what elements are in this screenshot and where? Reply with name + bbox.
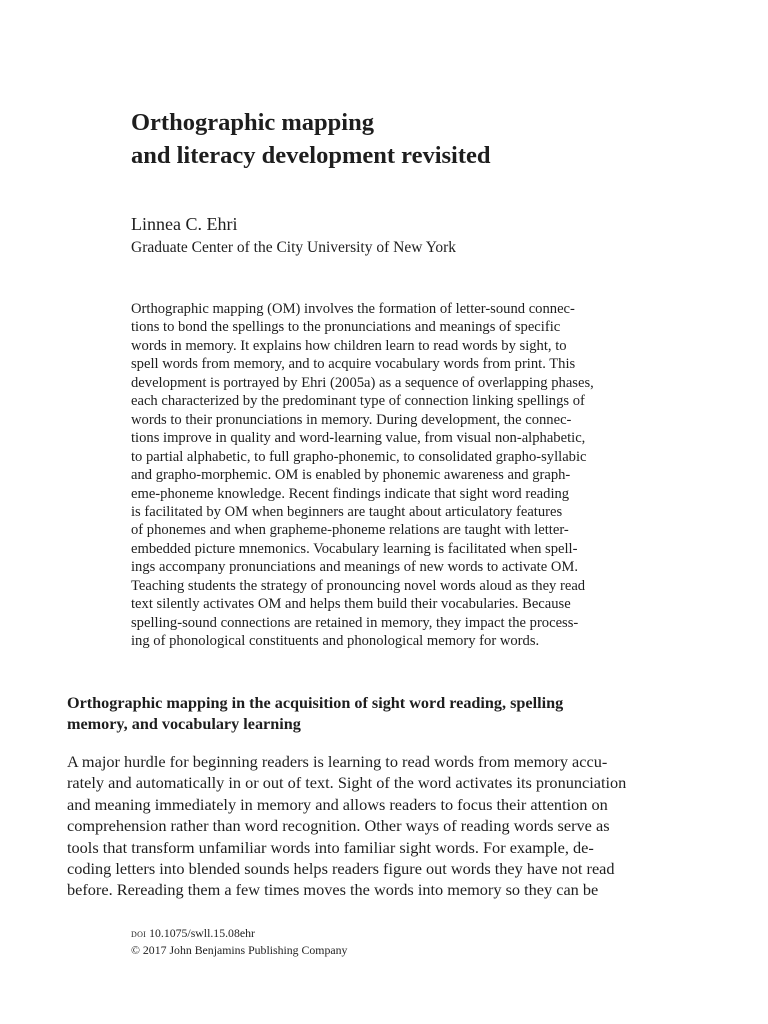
section-body — [67, 751, 703, 901]
title-line-2: and literacy development revisited — [131, 142, 491, 169]
abstract-line: spell words from memory, and to acquire vocabulary words from print. This — [131, 356, 576, 373]
body-line: A major hurdle for beginning readers is learning to read words from memory accu- — [67, 752, 608, 771]
body-line: comprehension rather than word recognition. Other ways of reading words serve as — [67, 816, 610, 836]
abstract-line: to partial alphabetic, to full grapho-phonemic, to consolidated grapho-syllabic — [131, 448, 587, 465]
abstract-line: eme-phoneme knowledge. Recent findings indicate that sight word reading — [131, 485, 570, 502]
abstract-line: spelling-sound connections are retained in memory, they impact the process- — [131, 614, 579, 631]
abstract-line: ings accompany pronunciations and meanings of new words to activate OM. — [131, 559, 579, 576]
abstract-line: text silently activates OM and helps them build their vocabularies. Because — [131, 596, 571, 613]
section-heading-line: memory, and vocabulary learning — [67, 715, 301, 733]
abstract — [131, 300, 701, 651]
body-line: before. Rereading them a few times moves the words into memory so they can be — [67, 880, 599, 900]
abstract-line: words in memory. It explains how children learn to read words by sight, to — [131, 337, 567, 354]
page-footer — [131, 925, 531, 959]
abstract-line: is facilitated by OM when beginners are taught about articulatory features — [131, 503, 563, 520]
body-line: and meaning immediately in memory and allows readers to focus their attention on — [67, 794, 608, 814]
copyright-notice: © 2017 John Benjamins Publishing Company — [131, 943, 348, 957]
abstract-line: and grapho-morphemic. OM is enabled by phonemic awareness and graph- — [131, 467, 571, 484]
section-heading-line: Orthographic mapping in the acquisition of sight word reading, spelling — [67, 694, 564, 712]
abstract-line: words to their pronunciations in memory. During development, the connec- — [131, 411, 572, 428]
abstract-line: Teaching students the strategy of pronouncing novel words aloud as they read — [131, 577, 586, 594]
title-line-1: Orthographic mapping — [131, 109, 374, 136]
abstract-line: of phonemes and when grapheme-phoneme relations are taught with letter- — [131, 522, 569, 539]
doi-label: doi — [131, 926, 147, 940]
body-line: coding letters into blended sounds helps readers figure out words they have not read — [67, 859, 615, 879]
author-affiliation: Graduate Center of the City University of New York — [131, 239, 457, 256]
abstract-line: ing of phonological constituents and phonological memory for words. — [131, 633, 540, 650]
section-heading — [67, 693, 707, 735]
doi-link[interactable]: 10.1075/swll.15.08ehr — [149, 926, 255, 940]
body-line: tools that transform unfamiliar words into familiar sight words. For example, de- — [67, 837, 594, 857]
doi-line — [131, 925, 531, 942]
abstract-line: tions to bond the spellings to the pronunciations and meanings of specific — [131, 319, 561, 336]
author-name: Linnea C. Ehri — [131, 214, 238, 234]
abstract-line: each characterized by the predominant type of connection linking spellings of — [131, 393, 585, 410]
body-line: rately and automatically in or out of text. Sight of the word activates its pronunciation — [67, 773, 627, 793]
abstract-line: embedded picture mnemonics. Vocabulary learning is facilitated when spell- — [131, 540, 578, 557]
abstract-line: development is portrayed by Ehri (2005a) as a sequence of overlapping phases, — [131, 374, 594, 391]
abstract-line: tions improve in quality and word-learning value, from visual non-alphabetic, — [131, 430, 586, 447]
article-title — [131, 106, 691, 172]
abstract-line: Orthographic mapping (OM) involves the formation of letter-sound connec- — [131, 301, 575, 317]
